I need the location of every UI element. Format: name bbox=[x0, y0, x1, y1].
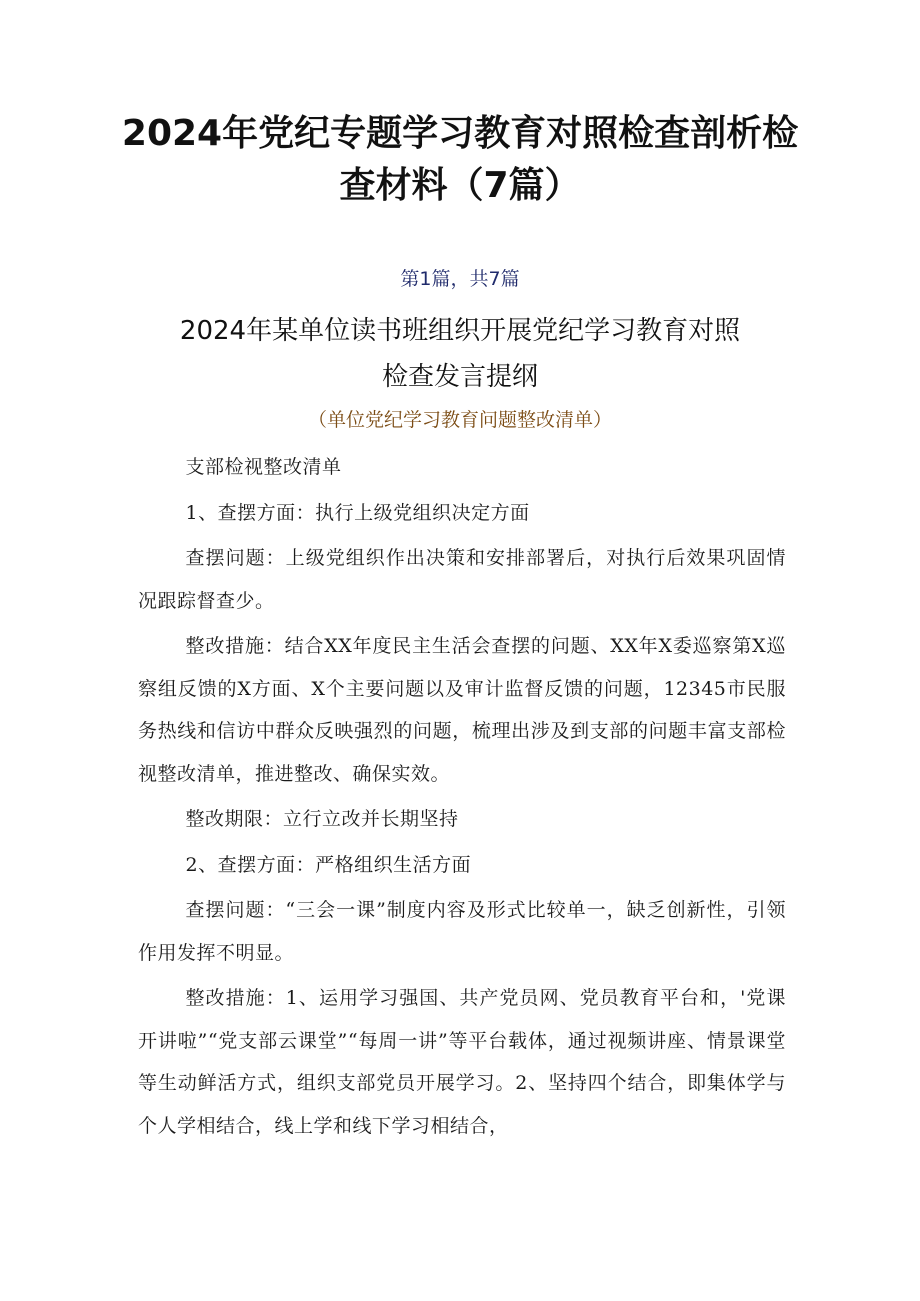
paragraph: 支部检视整改清单 bbox=[185, 456, 342, 478]
document-title: 2024年党纪专题学习教育对照检查剖析检查材料（7篇） bbox=[121, 113, 799, 206]
paragraph: 查摆问题：上级党组织作出决策和安排部署后，对执行后效果巩固情况跟踪督查少。 bbox=[138, 547, 786, 612]
paragraph: 整改措施：结合XX年度民主生活会查摆的问题、XX年X委巡察第X巡察组反馈的X方面、X个主要问题以及审计监督反馈的问题，12345市民服务热线和信访中群众反映强烈的问题，梳理出涉及到支部的问题丰富支部检视整改清单，推进整改、确保实效。 bbox=[138, 635, 786, 785]
section-note: （单位党纪学习教育问题整改清单） bbox=[307, 409, 612, 431]
paragraph: 1、查摆方面：执行上级党组织决定方面 bbox=[185, 501, 530, 524]
document-body bbox=[138, 446, 786, 1150]
paragraph: 查摆问题：“三会一课”制度内容及形式比较单一，缺乏创新性，引领作用发挥不明显。 bbox=[138, 899, 786, 964]
paragraph: 2、查摆方面：严格组织生活方面 bbox=[185, 853, 472, 876]
part-label: 第1篇，共7篇 bbox=[400, 268, 520, 290]
paragraph: 整改措施：1、运用学习强国、共产党员网、党员教育平台和，'党课开讲啦”“党支部云课堂”“每周一讲”等平台载体，通过视频讲座、情景课堂等生动鲜活方式，组织支部党员开展学习。2、坚持四个结合，即集体学与个人学相结合，线上学和线下学习相结合， bbox=[138, 987, 786, 1137]
section-title: 2024年某单位读书班组织开展党纪学习教育对照检查发言提纲 bbox=[179, 316, 741, 392]
paragraph: 整改期限：立行立改并长期坚持 bbox=[185, 808, 459, 830]
